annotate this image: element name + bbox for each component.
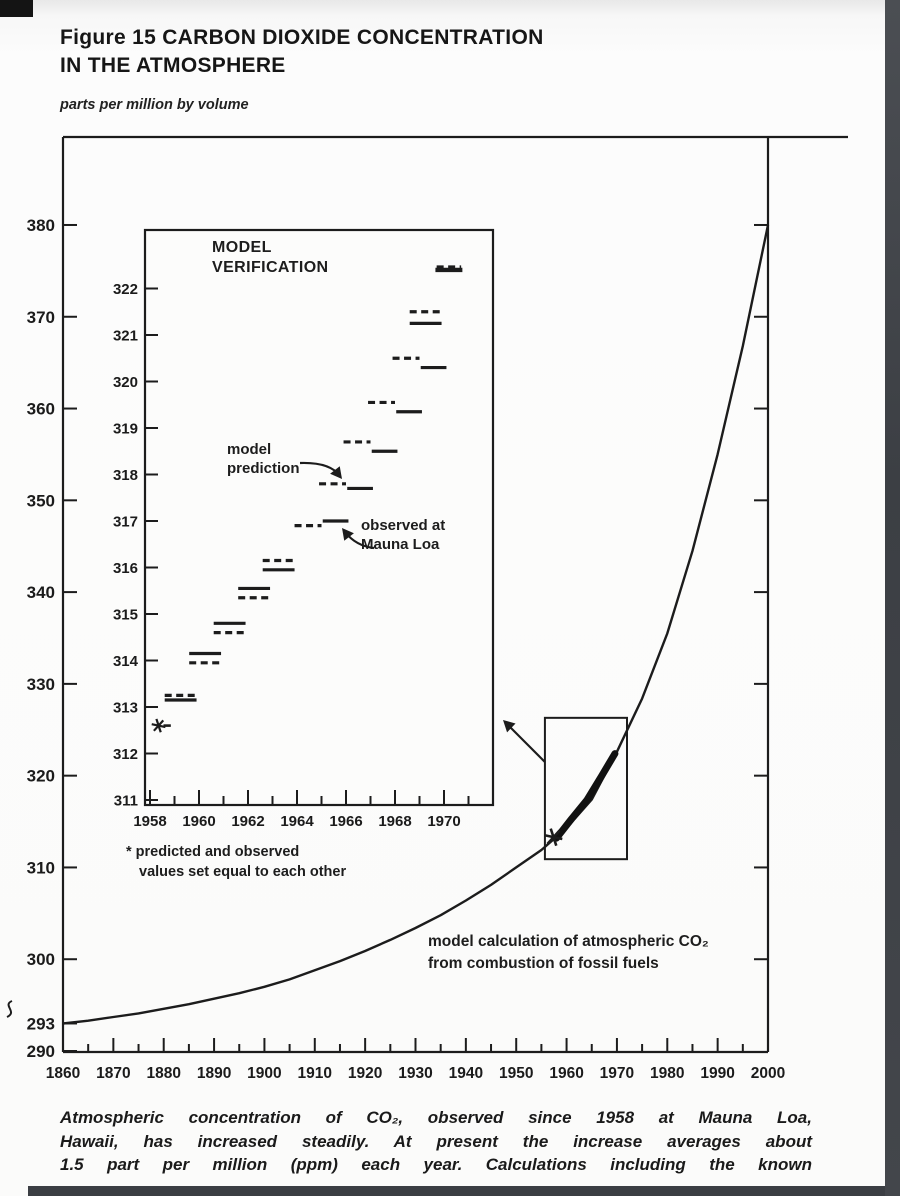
main-x-tick-label: 2000 (750, 1065, 786, 1082)
main-x-tick-label: 1880 (146, 1065, 181, 1082)
inset-x-tick-label: 1962 (231, 813, 265, 830)
inset-y-tick-label: 312 (112, 746, 138, 763)
asterisk-footnote: * predicted and observed values set equal to each other (126, 844, 347, 880)
model-calculation-annotation: model calculation of atmospheric CO₂ from combustion of fossil fuels (428, 933, 709, 972)
main-y-tick-label: 350 (26, 491, 55, 511)
inset-connector-arrow (506, 723, 545, 762)
main-x-tick-label: 1950 (498, 1065, 534, 1082)
inset-x-tick-label: 1964 (280, 813, 314, 830)
inset-x-tick-label: 1966 (329, 813, 363, 830)
main-y-tick-label: 300 (26, 950, 55, 970)
main-x-tick-label: 1980 (650, 1065, 685, 1082)
main-x-tick-label: 1910 (297, 1065, 333, 1082)
y-axis-units-label: parts per million by volume (60, 97, 249, 113)
inset-y-tick-label: 316 (112, 560, 138, 577)
main-y-tick-label: 360 (26, 399, 55, 419)
caption-line: Atmospheric concentration of CO₂, observed since 1958 at Mauna Loa, (60, 1108, 812, 1127)
inset-x-tick-label: 1958 (133, 813, 167, 830)
main-y-tick-label: 293 (26, 1014, 55, 1034)
inset-y-tick-label: 314 (112, 653, 138, 670)
inset-x-tick-label: 1970 (427, 813, 461, 830)
figure-caption (60, 1106, 812, 1177)
figure-title-line1: Figure 15 CARBON DIOXIDE CONCENTRATION (60, 26, 544, 49)
inset-y-tick-label: 321 (112, 327, 138, 345)
main-y-tick-label: 380 (26, 215, 55, 235)
figure-title-line2: IN THE ATMOSPHERE (60, 54, 286, 77)
main-x-tick-label: 1890 (196, 1065, 232, 1082)
main-x-tick-label: 1860 (45, 1065, 81, 1082)
inset-y-tick-label: 320 (112, 374, 138, 391)
caption-line: 1.5 part per million (ppm) each year. Calculations including the known (60, 1155, 812, 1174)
main-x-tick-label: 1990 (700, 1065, 735, 1082)
main-x-tick-label: 1900 (247, 1065, 282, 1082)
main-y-tick-label: 320 (26, 766, 55, 786)
inset-y-tick-label: 315 (112, 606, 138, 624)
inset-x-tick-label: 1960 (182, 813, 216, 830)
main-y-tick-label: 370 (26, 307, 55, 327)
main-x-tick-label: 1940 (448, 1065, 484, 1082)
main-x-tick-label: 1930 (398, 1065, 433, 1082)
inset-y-tick-label: 319 (112, 420, 138, 438)
main-y-tick-label: 330 (26, 674, 55, 694)
observed-at-mauna-loa-callout: observed at Mauna Loa (361, 517, 446, 553)
inset-chart-title: MODEL VERIFICATION (212, 239, 329, 276)
scan-shadow-bottom (28, 1186, 886, 1196)
main-y-tick-label: 310 (26, 858, 55, 878)
inset-y-tick-label: 318 (112, 467, 138, 484)
main-x-tick-label: 1920 (347, 1065, 383, 1082)
scan-shadow-right (885, 0, 900, 1196)
observed-thick-segment (557, 754, 615, 839)
inset-y-tick-label: 317 (112, 513, 138, 531)
inset-y-tick-label: 322 (112, 281, 138, 298)
main-x-tick-label: 1970 (599, 1065, 635, 1082)
inset-x-tick-label: 1968 (378, 813, 412, 830)
main-x-tick-label: 1870 (96, 1065, 131, 1082)
caption-line: Hawaii, has increased steadily. At present the increase averages about (60, 1131, 812, 1151)
main-x-tick-label: 1960 (549, 1065, 584, 1082)
main-y-tick-label: 340 (26, 583, 55, 603)
model-prediction-callout: model prediction (227, 441, 300, 477)
y-axis-break-mark (7, 1001, 12, 1017)
inset-y-tick-label: 313 (112, 699, 138, 717)
main-y-tick-label: 290 (26, 1042, 55, 1061)
inset-y-tick-label: 311 (113, 792, 138, 810)
